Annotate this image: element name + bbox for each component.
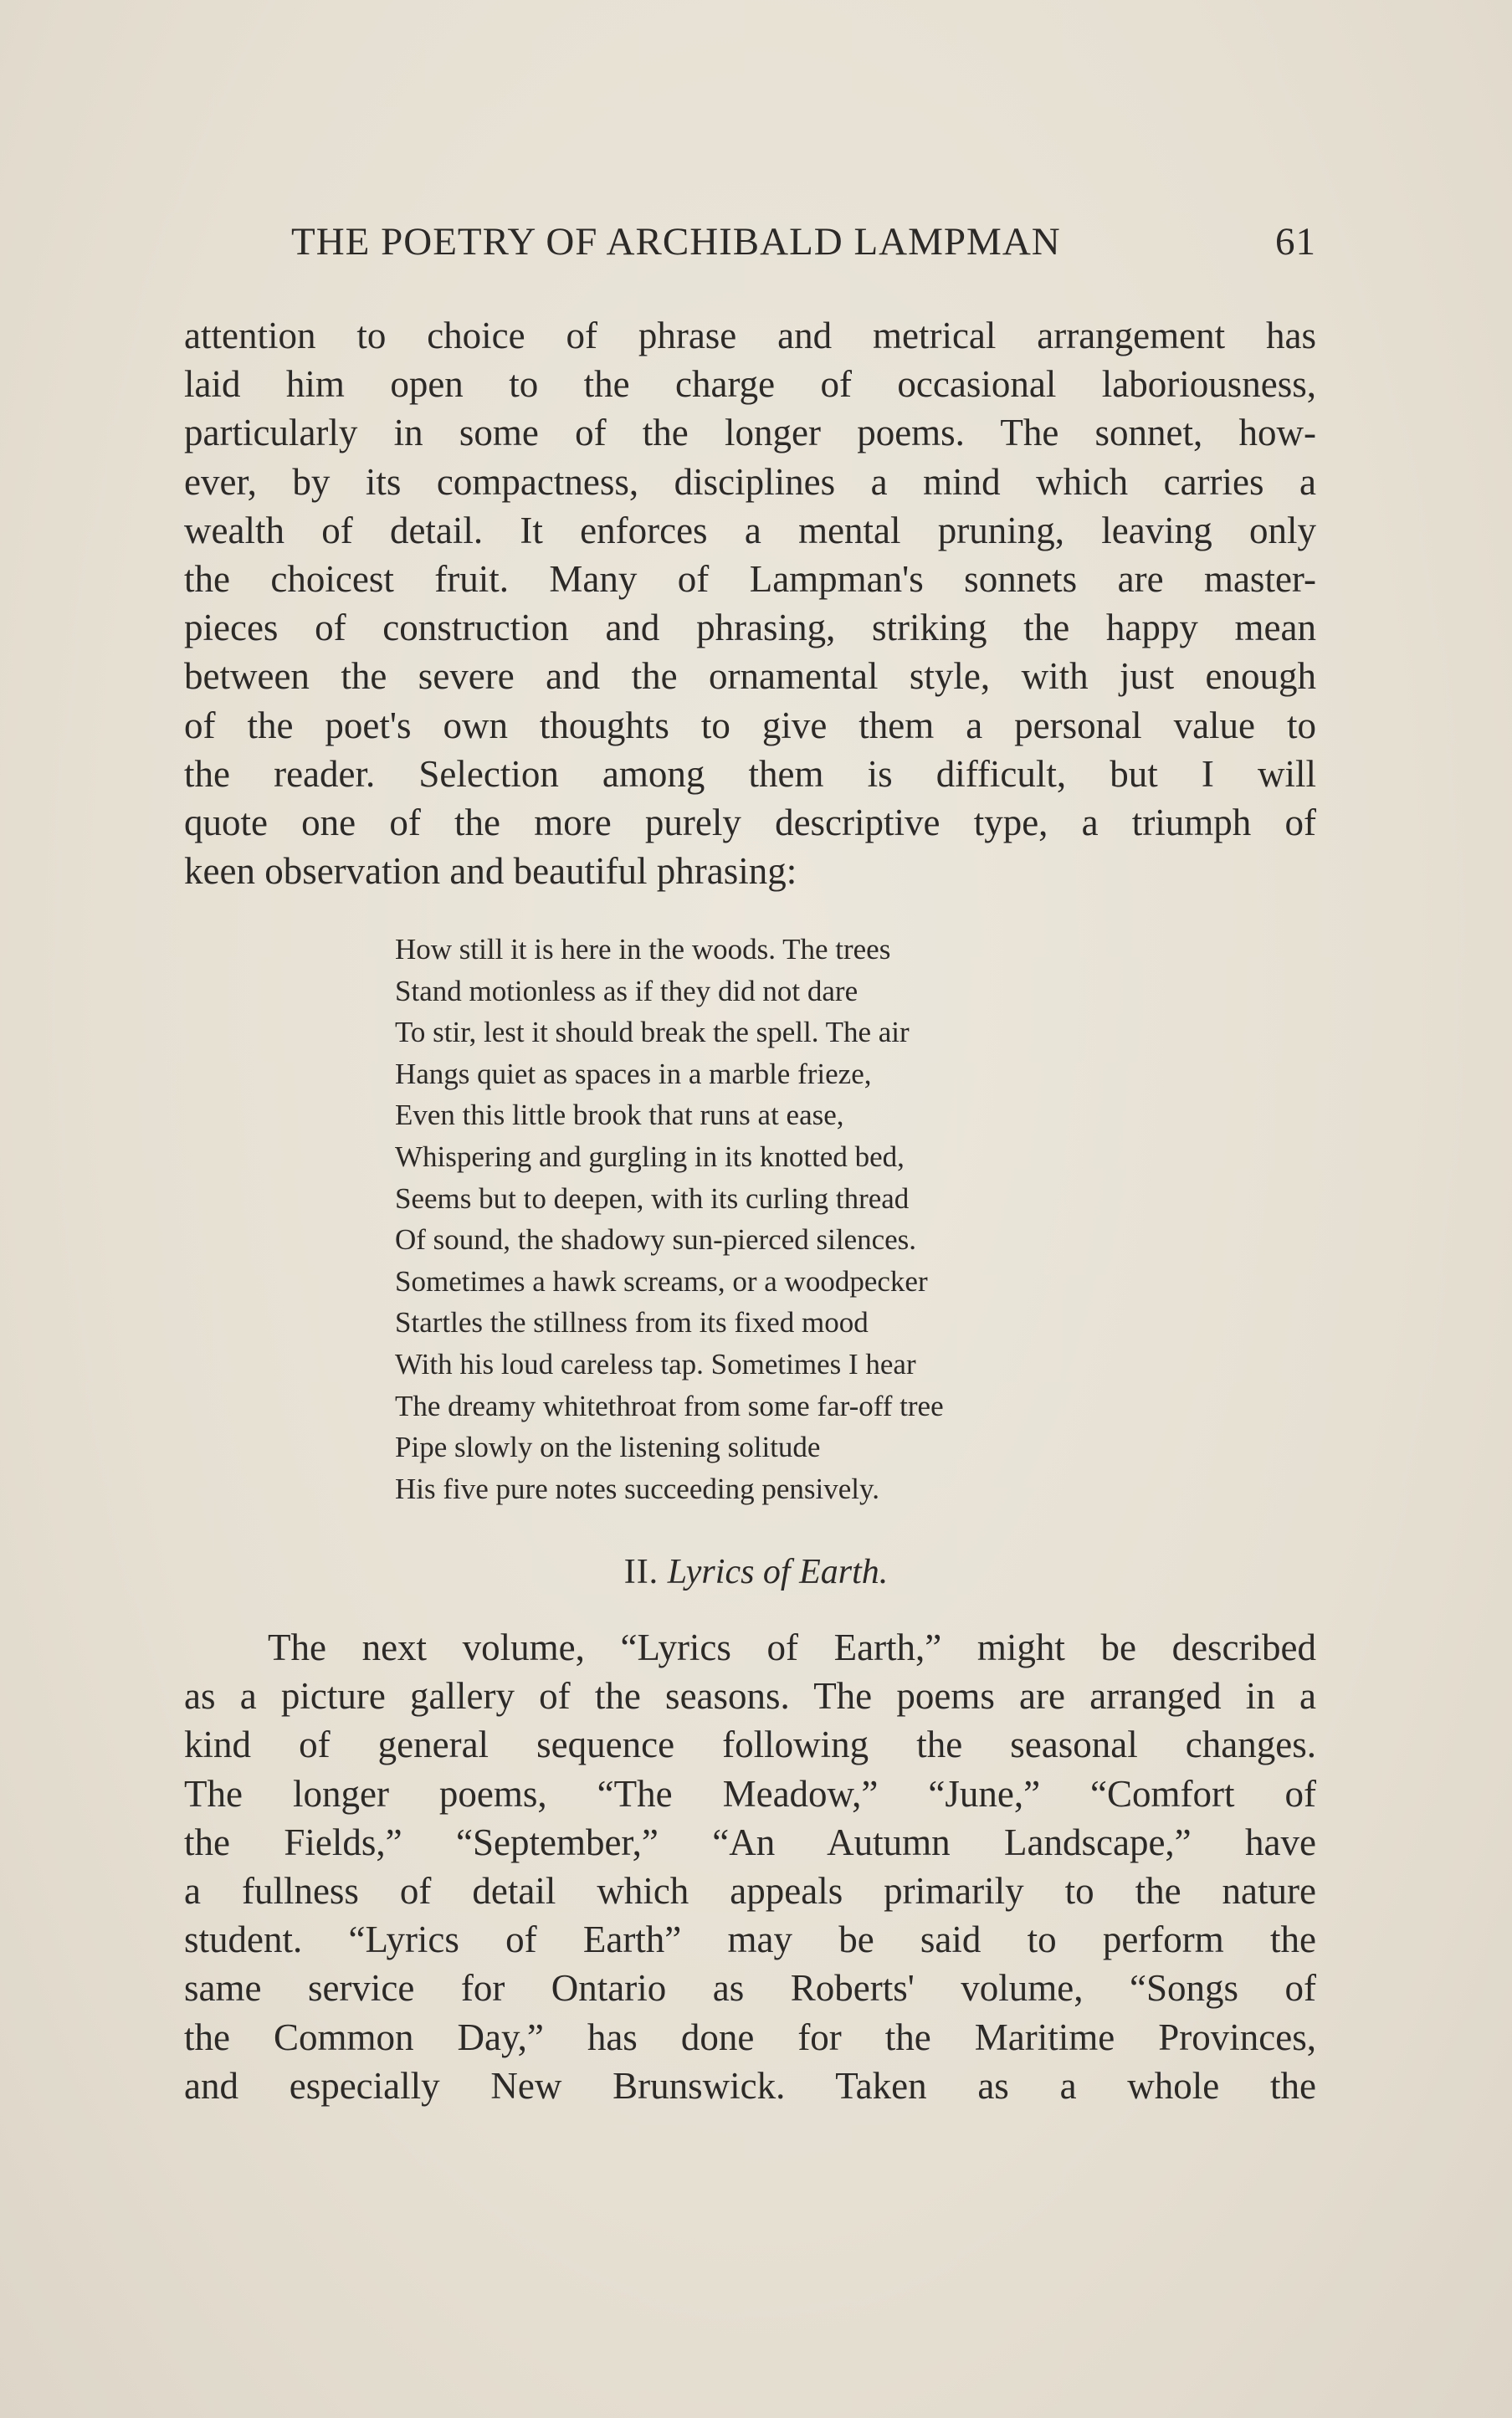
- text-line: a fullness of detail which appeals primarily to the nature: [184, 1869, 1316, 1912]
- poem-line: The dreamy whitethroat from some far-off tree: [395, 1389, 944, 1422]
- text-line: same service for Ontario as Roberts' volume, “Songs of: [184, 1967, 1316, 2010]
- text-line: ever, by its compactness, disciplines a mind which carries a: [184, 460, 1316, 503]
- running-header: [184, 219, 1316, 278]
- poem-line: Whispering and gurgling in its knotted bed,: [395, 1140, 905, 1173]
- poem-line: With his loud careless tap. Sometimes I hear: [395, 1347, 916, 1381]
- running-title: THE POETRY OF ARCHIBALD LAMPMAN: [291, 220, 1061, 264]
- text-line: the Fields,” “September,” “An Autumn Landscape,” have: [184, 1821, 1316, 1863]
- quoted-sonnet: [395, 929, 944, 1509]
- poem-line: How still it is here in the woods. The trees: [395, 933, 891, 966]
- text-line: keen observation and beautiful phrasing:: [184, 850, 797, 893]
- poem-line: Sometimes a hawk screams, or a woodpecker: [395, 1264, 928, 1298]
- paragraph-lyrics-of-earth: [184, 1623, 1316, 2110]
- poem-line: Startles the stillness from its fixed mood: [395, 1306, 869, 1340]
- text-line: kind of general sequence following the seasonal changes.: [184, 1724, 1316, 1766]
- section-heading: [0, 1552, 1512, 1592]
- poem-line: Even this little brook that runs at ease,: [395, 1099, 844, 1132]
- text-line: student. “Lyrics of Earth” may be said to perform the: [184, 1919, 1316, 1961]
- text-line: the choicest fruit. Many of Lampman's sonnets are master-: [184, 557, 1316, 600]
- page-number: 61: [1275, 220, 1316, 264]
- text-line: and especially New Brunswick. Taken as a whole the: [184, 2064, 1316, 2107]
- text-line: of the poet's own thoughts to give them a personal value to: [184, 704, 1316, 746]
- poem-line: Stand motionless as if they did not dare: [395, 974, 859, 1007]
- text-line: attention to choice of phrase and metrical arrangement has: [184, 315, 1316, 356]
- poem-line: Hangs quiet as spaces in a marble frieze,: [395, 1057, 872, 1090]
- poem-line: Pipe slowly on the listening solitude: [395, 1431, 821, 1464]
- text-line: particularly in some of the longer poems. The sonnet, how-: [184, 412, 1316, 454]
- text-line: laid him open to the charge of occasional laboriousness,: [184, 363, 1316, 406]
- section-numeral: II.: [623, 1553, 659, 1591]
- section-title: Lyrics of Earth.: [667, 1553, 889, 1591]
- poem-line: To stir, lest it should break the spell. The air: [395, 1016, 910, 1049]
- text-line: The next volume, “Lyrics of Earth,” might be described: [268, 1627, 1316, 1668]
- text-line: pieces of construction and phrasing, striking the happy mean: [184, 607, 1316, 649]
- text-line: between the severe and the ornamental style, with just enough: [184, 655, 1316, 698]
- poem-line: Seems but to deepen, with its curling thread: [395, 1181, 910, 1215]
- text-line: the Common Day,” has done for the Maritime Provinces,: [184, 2016, 1316, 2058]
- text-line: The longer poems, “The Meadow,” “June,” “Comfort of: [184, 1772, 1316, 1815]
- poem-line: His five pure notes succeeding pensively.: [395, 1472, 879, 1505]
- text-line: as a picture gallery of the seasons. The poems are arranged in a: [184, 1675, 1316, 1718]
- text-line: wealth of detail. It enforces a mental pruning, leaving only: [184, 509, 1316, 551]
- text-line: quote one of the more purely descriptive type, a triumph of: [184, 801, 1316, 843]
- text-line: the reader. Selection among them is difficult, but I will: [184, 752, 1316, 795]
- poem-line: Of sound, the shadowy sun-pierced silences.: [395, 1223, 917, 1257]
- paragraph-sonnet-intro: [184, 311, 1316, 895]
